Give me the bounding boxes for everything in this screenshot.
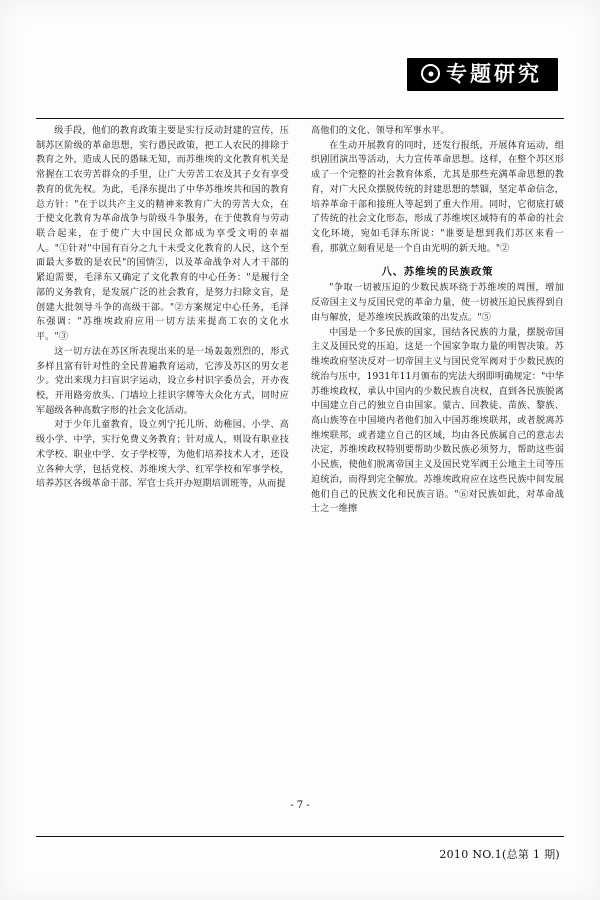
page-number: - 7 -: [290, 800, 310, 811]
article-body: [36, 124, 564, 830]
paragraph: 在生动开展教育的同时，还发行报纸，开展体育运动，组织剧团演出等活动，大力宣传革命思想。这样，在整个苏区形成了一个完整的社会教育体系，尤其是那些充满革命思想的教育，对广大民众摆脱传统的封建思想的禁锢，坚定革命信念，培养革命干部和接班人等起到了重大作用。同时，它彻底打破了传统的社会文化形态，形成了苏维埃区域特有的革命的社会文化环境，宛如毛泽东所说："谁要是想到我们苏区来看一看，那就立刻看见是一个自由光明的新天地。"②: [311, 140, 564, 254]
issue-info: 2010 NO.1(总第 1 期): [439, 848, 560, 861]
paragraph: 高他们的文化、领导和军事水平。: [311, 126, 450, 136]
header-banner: [0, 58, 600, 110]
column-left: [36, 124, 289, 830]
section-badge-label: 专题研究: [446, 61, 542, 86]
bottom-divider: [36, 836, 564, 837]
column-right: [311, 124, 564, 830]
paragraph: 级手段，他们的教育政策主要是实行反动封建的宣传，压制苏区阶级的革命思想，实行愚民政策，把工人农民的排除于教育之外，造成人民的愚昧无知，而苏维埃的文化教育机关是常握在工农劳苦群众的手里，让广大劳苦工农及其子女有享受教育的优先权。为此，毛泽东提出了中华苏维埃共和国的教育总方针："在于以共产主义的精神来教育广大的劳苦大众，在于使文化教育为革命战争与阶级斗争服务，在于使教育与劳动联合起来，在于使广大中国民众都成为享受文明的幸福人。"①针对"中国有百分之九十未受文化教育的人民，这个至面最大多数的是农民"的国情②，以及革命战争对人才干部的紧迫需要，毛泽东又确定了文化教育的中心任务："是履行全部的义务教育，是发展广泛的社会教育，是努力扫除文盲，是创建大批领导斗争的高级干部。"②方案规定中心任务，毛泽东强调："苏维埃政府应用一切方法来提高工农的文化水平。"③: [36, 126, 289, 343]
section-badge: [407, 58, 558, 91]
target-circle-icon: [421, 64, 440, 83]
paragraph: 这一切方法在苏区所表现出来的是一场轰轰烈烈的，形式多样且富有针对性的全民普遍教育运动，它涉及苏区的男女老少。党出来现力扫盲识字运动，设立乡村识字委员会，开办夜校，开用路旁放头、门墙垃上挂识字牌等大众化方式，同时应军超级各种高数字形的社会文化活动。: [36, 346, 289, 416]
paragraph: "争取一切被压迫的少数民族环绕于苏维埃的周围，增加反帝国主义与反国民党的革命力量，使一切被压迫民族得到自由与解放，是苏维埃民族政策的出发点。"⑤: [311, 283, 564, 323]
paragraph: 中国是一个多民族的国家，国结各民族的力量，摆脱帝国主义及国民党的压迫，这是一个国家争取力量的明智决策。苏维埃政府坚决反对一切帝国主义与国民党军阀对于少数民族的统治与压中，1931年11月颁布的宪法大纲即明确规定："中华苏维埃政权，承认中国内的少数民族自决权，直到各民族脱离中国建立自己的独立自由国家。蒙古、回教徒、苗族、黎族、高山族等在中国境内者他们加入中国苏维埃联邦，或者脱离苏维埃联邦，或者建立自己的区域，均由各民族属自己的意志去决定，苏维埃政权特别要帮助少数民族必须努力，帮助这些弱小民族，使他们脱离帝国主义及国民党军阀王公地主土司等压迫统治，而得到完全解放。苏维埃政府应在这些民族中间发展他们自己的民族文化和民族言语。"⑥对民族如此，对革命战士之一维擦: [311, 327, 564, 515]
section-heading: 八、苏维埃的民族政策: [381, 266, 494, 279]
top-divider: [36, 118, 564, 119]
paragraph: 对于少年儿童教育，设立列宁托儿所、幼稚园、小学、高级小学、中学，实行免费义务教育；针对成人，则设有职业技术学校、职业中学、女子学校等，为他们培养技术人才，还设立各种大学，包括党校、苏维埃大学、红军学校和军事学校，培养苏区各级革命干部、军官士兵开办短期培训班等，从而提: [36, 420, 289, 490]
